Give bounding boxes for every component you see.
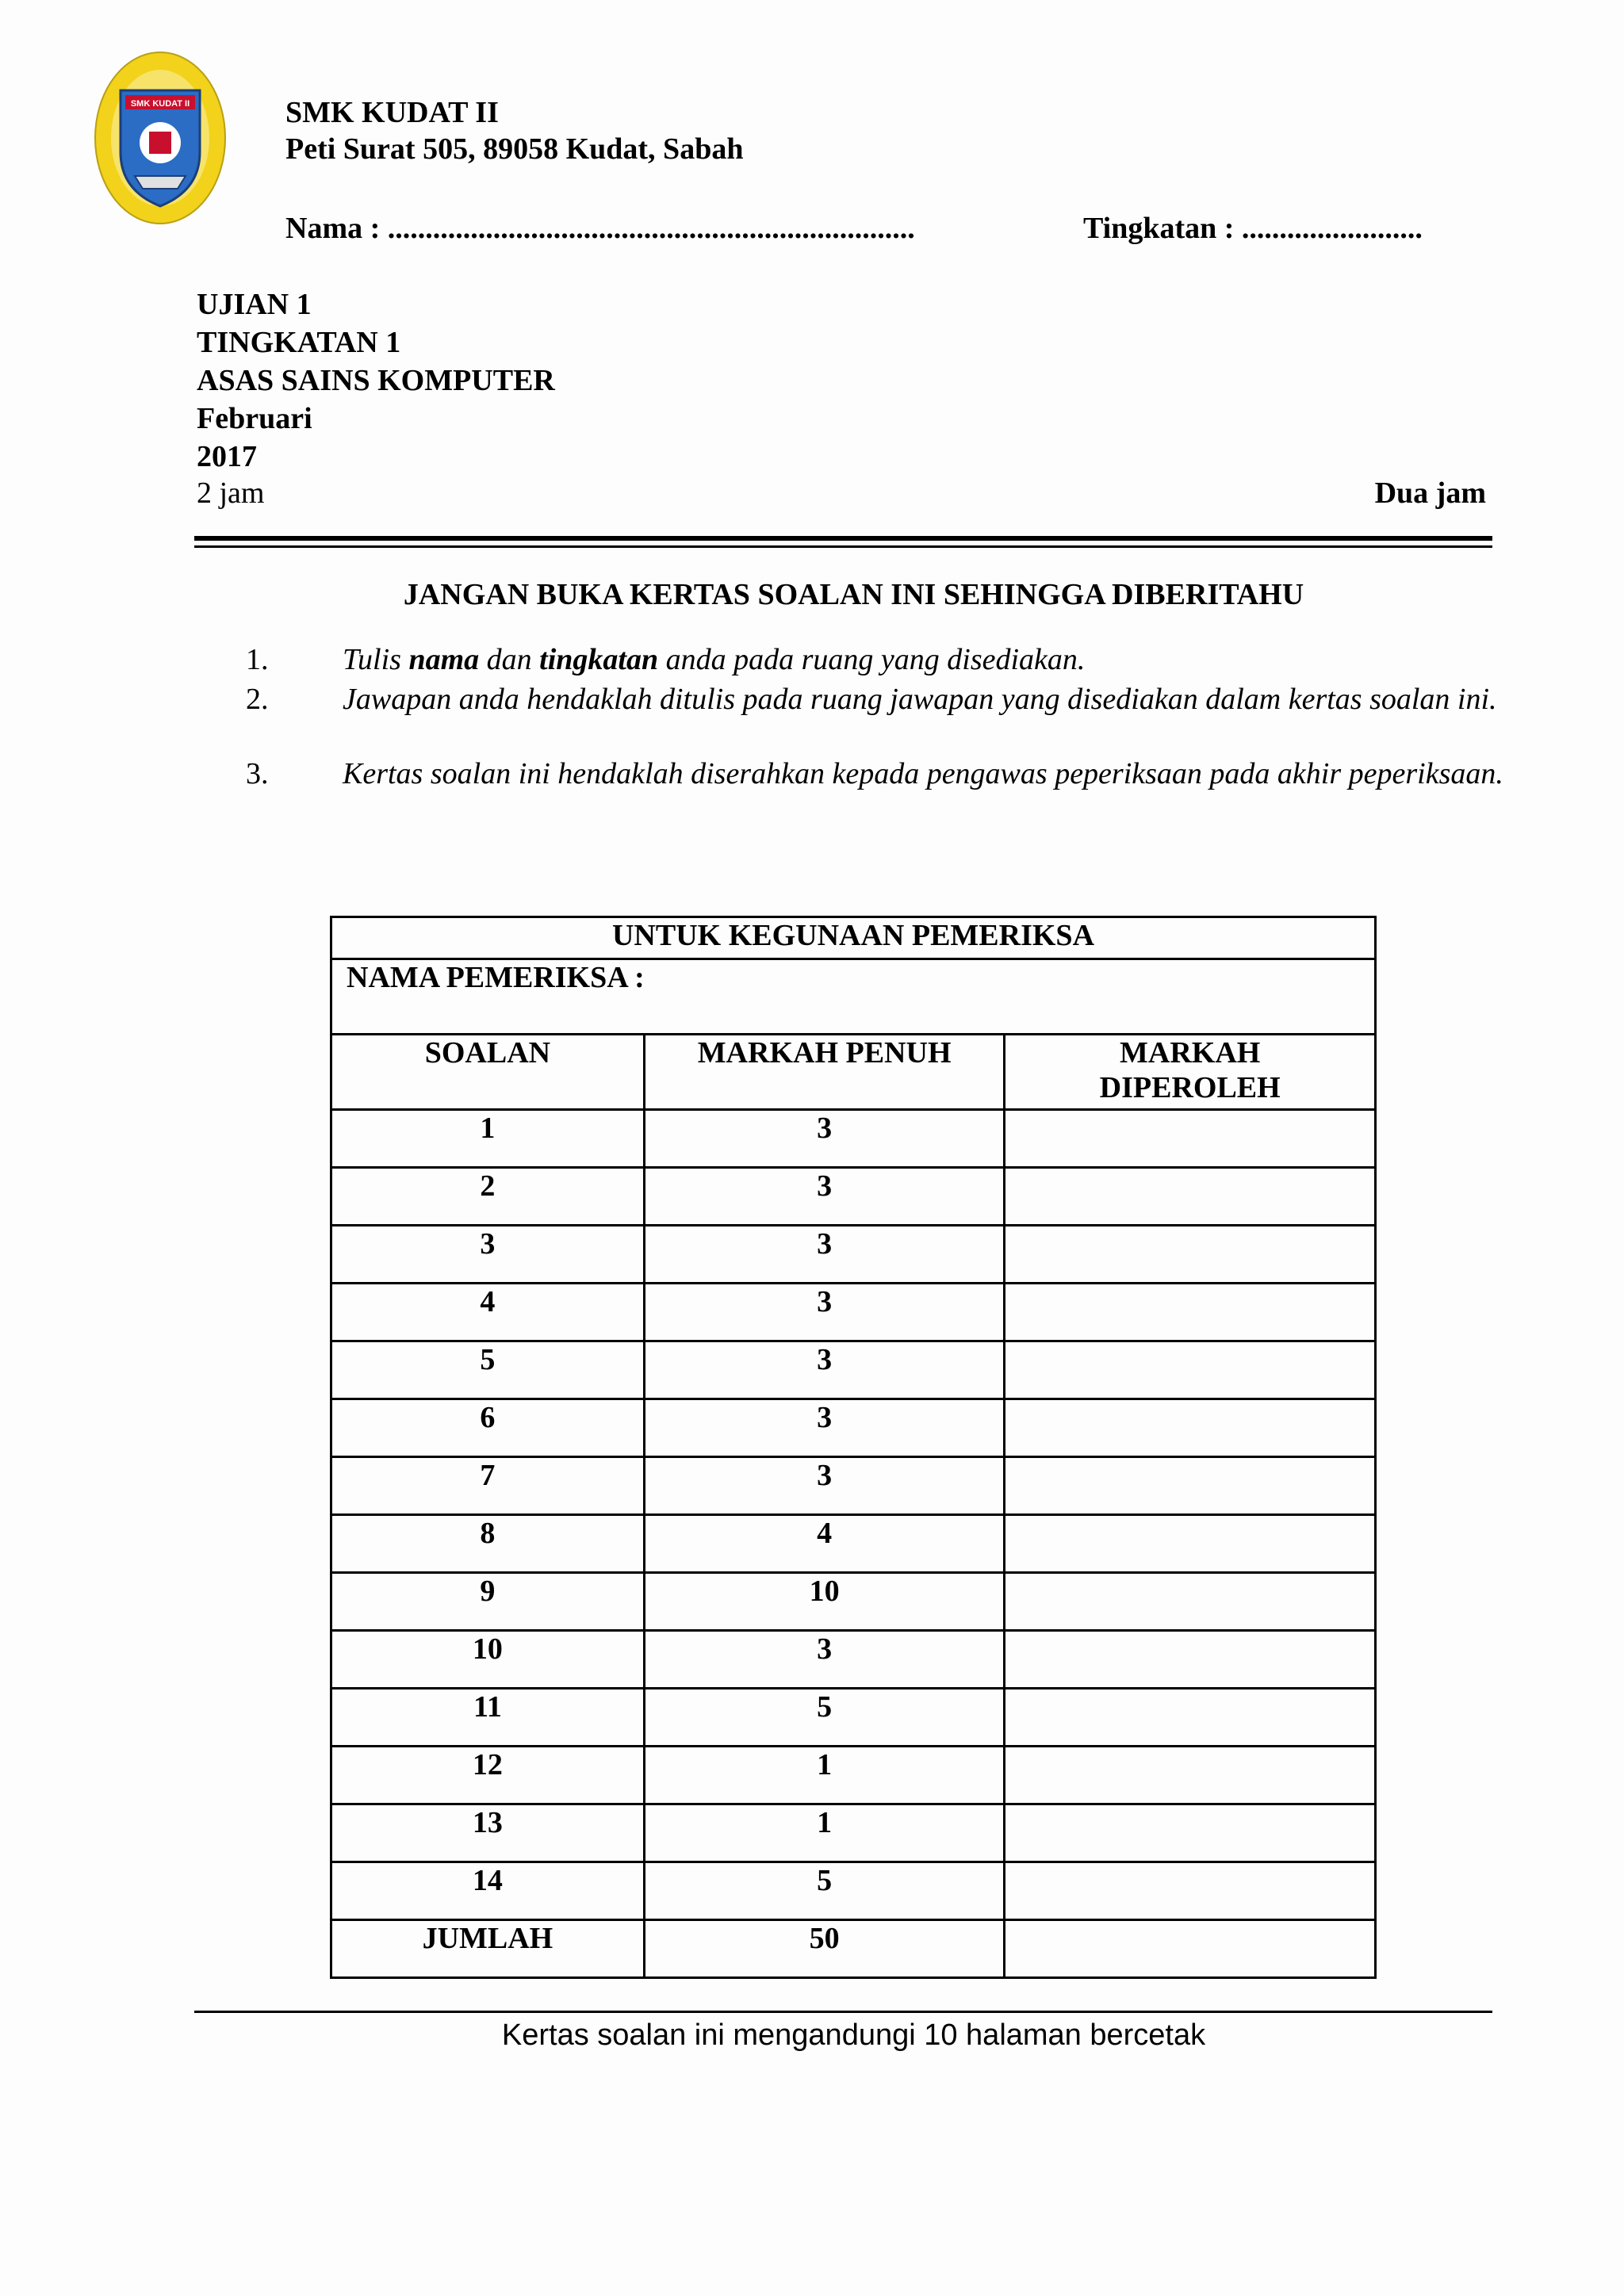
- footer-text: Kertas soalan ini mengandungi 10 halaman bercetak: [501, 2019, 1206, 2052]
- double-rule-top: [194, 536, 1492, 541]
- bold-tingkatan: tingkatan: [539, 643, 659, 676]
- svg-text:SMK KUDAT II: SMK KUDAT II: [130, 99, 190, 109]
- marks-obtained-cell: [1005, 1747, 1376, 1804]
- question-number: 2: [331, 1168, 645, 1226]
- table-row: [331, 1747, 1376, 1804]
- exam-title: UJIAN 1: [197, 288, 312, 321]
- school-logo: [94, 49, 227, 227]
- full-marks: 4: [644, 1515, 1005, 1573]
- marks-obtained-cell: [1005, 1284, 1376, 1341]
- marks-obtained-cell: [1005, 1573, 1376, 1631]
- marks-obtained-cell: [1005, 1168, 1376, 1226]
- full-marks: 5: [644, 1862, 1005, 1920]
- instruction-number: 2.: [246, 683, 269, 716]
- school-address: Peti Surat 505, 89058 Kudat, Sabah: [285, 132, 744, 166]
- marks-obtained-cell: [1005, 1804, 1376, 1862]
- instruction-2: [0, 680, 1624, 760]
- exam-year: 2017: [197, 440, 257, 473]
- question-number: 14: [331, 1862, 645, 1920]
- table-row: [331, 1804, 1376, 1862]
- bold-nama: nama: [408, 643, 480, 676]
- table-row: [331, 1168, 1376, 1226]
- name-field: Nama : ......................................................................: [285, 212, 915, 245]
- exam-form: TINGKATAN 1: [197, 326, 401, 359]
- examiner-table: [330, 916, 1377, 1979]
- double-rule-bottom: [194, 545, 1492, 548]
- full-marks: 3: [644, 1457, 1005, 1515]
- warning-heading: JANGAN BUKA KERTAS SOALAN INI SEHINGGA DIBERITAHU: [403, 578, 1304, 611]
- full-marks: 3: [644, 1226, 1005, 1284]
- table-row: [331, 1862, 1376, 1920]
- full-marks: 3: [644, 1110, 1005, 1168]
- marks-obtained-cell: [1005, 1110, 1376, 1168]
- question-number: 5: [331, 1341, 645, 1399]
- full-marks: 10: [644, 1573, 1005, 1631]
- full-marks: 3: [644, 1341, 1005, 1399]
- question-number: 8: [331, 1515, 645, 1573]
- marks-obtained-cell: [1005, 1689, 1376, 1747]
- full-marks: 3: [644, 1631, 1005, 1689]
- table-row: [331, 1341, 1376, 1399]
- instruction-text: Kertas soalan ini hendaklah diserahkan kepada pengawas peperiksaan pada akhir peperiksaan.: [343, 757, 1503, 790]
- total-obtained-cell: [1005, 1920, 1376, 1978]
- full-marks: 3: [644, 1284, 1005, 1341]
- table-row: [331, 1689, 1376, 1747]
- exam-duration: 2 jam: [197, 476, 265, 510]
- form-field: Tingkatan : ........................: [1083, 212, 1423, 245]
- table-row: [331, 1110, 1376, 1168]
- exam-subject: ASAS SAINS KOMPUTER: [197, 364, 555, 397]
- instruction-number: 3.: [246, 757, 269, 790]
- marks-obtained-cell: [1005, 1341, 1376, 1399]
- table-row: [331, 1515, 1376, 1573]
- footer-rule: [194, 2011, 1492, 2013]
- question-number: 3: [331, 1226, 645, 1284]
- full-marks: 5: [644, 1689, 1005, 1747]
- marks-obtained-cell: [1005, 1515, 1376, 1573]
- full-marks: 3: [644, 1168, 1005, 1226]
- header-markah-penuh: MARKAH PENUH: [644, 1035, 1005, 1110]
- full-marks: 1: [644, 1804, 1005, 1862]
- question-number: 13: [331, 1804, 645, 1862]
- table-row: [331, 1284, 1376, 1341]
- full-marks: 1: [644, 1747, 1005, 1804]
- instruction-1: 1. Tulis nama dan tingkatan anda pada ruang yang disediakan.: [0, 641, 1624, 688]
- header-markah-diperoleh: MARKAH DIPEROLEH: [1005, 1035, 1376, 1110]
- full-marks: 3: [644, 1399, 1005, 1457]
- total-label: JUMLAH: [331, 1920, 645, 1978]
- marks-obtained-cell: [1005, 1457, 1376, 1515]
- table-row: [331, 1573, 1376, 1631]
- header-soalan: SOALAN: [331, 1035, 645, 1110]
- examiner-name-cell: NAMA PEMERIKSA :: [331, 959, 1376, 1035]
- marks-obtained-cell: [1005, 1399, 1376, 1457]
- instruction-3: [0, 755, 1624, 834]
- table-row: [331, 1399, 1376, 1457]
- instruction-text: Jawapan anda hendaklah ditulis pada ruang jawapan yang disediakan dalam kertas soalan ini.: [343, 683, 1497, 716]
- question-number: 9: [331, 1573, 645, 1631]
- table-row: [331, 1226, 1376, 1284]
- school-name: SMK KUDAT II: [285, 96, 499, 129]
- exam-month: Februari: [197, 402, 312, 435]
- marks-obtained-cell: [1005, 1631, 1376, 1689]
- table-row: [331, 1631, 1376, 1689]
- question-number: 4: [331, 1284, 645, 1341]
- exam-duration-words: Dua jam: [1374, 476, 1486, 510]
- question-number: 1: [331, 1110, 645, 1168]
- table-row: [331, 1457, 1376, 1515]
- marks-obtained-cell: [1005, 1226, 1376, 1284]
- total-value: 50: [644, 1920, 1005, 1978]
- question-number: 7: [331, 1457, 645, 1515]
- instruction-number: 1.: [246, 643, 269, 676]
- question-number: 11: [331, 1689, 645, 1747]
- question-number: 6: [331, 1399, 645, 1457]
- marks-obtained-cell: [1005, 1862, 1376, 1920]
- question-number: 12: [331, 1747, 645, 1804]
- question-number: 10: [331, 1631, 645, 1689]
- table-title: UNTUK KEGUNAAN PEMERIKSA: [331, 917, 1376, 959]
